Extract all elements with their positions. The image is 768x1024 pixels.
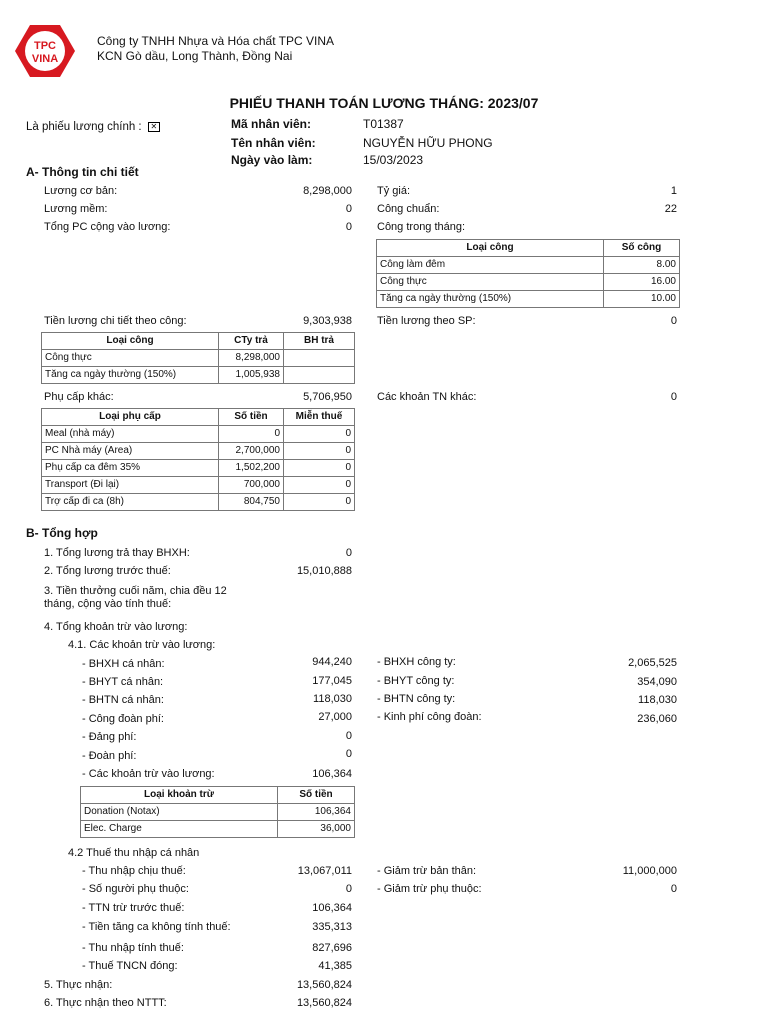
- deduction-label: - Đảng phí:: [82, 731, 137, 743]
- table-header: CTy trả: [219, 333, 284, 350]
- tax-label: - TTN trừ trước thuế:: [82, 902, 185, 914]
- net-pay-nttt-value: 13,560,824: [296, 997, 352, 1009]
- other-income-value: 0: [670, 391, 677, 403]
- table-row: [81, 804, 355, 821]
- deduction-value: 0: [345, 748, 352, 760]
- table-row: [377, 257, 680, 274]
- table-cell: 8.00: [604, 257, 680, 274]
- deduction-label: - BHYT cá nhân:: [82, 676, 164, 688]
- tax-value: 13,067,011: [297, 865, 352, 877]
- company-contribution-label: - BHYT công ty:: [377, 675, 455, 687]
- main-slip-checkbox[interactable]: ✕: [148, 122, 160, 132]
- table-row: [42, 443, 355, 460]
- deduction-value: 0: [345, 730, 352, 742]
- total-allowance-label: Tổng PC cộng vào lương:: [44, 221, 171, 233]
- tax-relief-label: - Giảm trừ bản thân:: [377, 865, 477, 877]
- table-header: Loại công: [377, 240, 604, 257]
- other-income-label: Các khoản TN khác:: [377, 391, 477, 403]
- detail-salary-table: [41, 332, 355, 384]
- table-header-row: [377, 240, 680, 257]
- table-cell: Meal (nhà máy): [42, 426, 219, 443]
- table-cell: 10.00: [604, 291, 680, 308]
- company-name: Công ty TNHH Nhựa và Hóa chất TPC VINA: [97, 34, 335, 48]
- table-cell: Donation (Notax): [81, 804, 278, 821]
- item4-label: 4. Tổng khoản trừ vào lương:: [44, 621, 188, 633]
- table-cell: 1,502,200: [219, 460, 284, 477]
- deduction-label: - Công đoàn phí:: [82, 713, 164, 725]
- start-date: 15/03/2023: [363, 153, 424, 167]
- table-row: [42, 460, 355, 477]
- deduction-value: 106,364: [312, 768, 352, 780]
- company-contribution-value: 118,030: [638, 694, 677, 706]
- main-slip-row: [26, 121, 160, 133]
- table-cell: 0: [284, 494, 355, 511]
- table-cell: Công làm đêm: [377, 257, 604, 274]
- table-cell: 1,005,938: [219, 367, 284, 384]
- table-cell: 0: [284, 477, 355, 494]
- table-cell: Tăng ca ngày thường (150%): [42, 367, 219, 384]
- tax-relief-value: 11,000,000: [622, 865, 677, 877]
- net-pay-label: 5. Thực nhận:: [44, 979, 113, 991]
- tax-value: 41,385: [318, 960, 352, 972]
- item3-label-line1: 3. Tiền thưởng cuối năm, chia đều 12: [44, 585, 227, 597]
- table-row: [42, 494, 355, 511]
- deduction-label: - BHTN cá nhân:: [82, 694, 164, 706]
- company-contribution-value: 354,090: [637, 676, 677, 688]
- company-address: KCN Gò dầu, Long Thành, Đồng Nai: [97, 49, 293, 63]
- logo-text-top: TPC: [34, 40, 56, 52]
- table-header-row: [42, 409, 355, 426]
- deduction-value: 118,030: [313, 693, 352, 705]
- table-header-row: [42, 333, 355, 350]
- item42-label: 4.2 Thuế thu nhập cá nhân: [68, 847, 200, 859]
- company-contribution-value: 2,065,525: [628, 657, 677, 669]
- base-salary-label: Lương cơ bản:: [44, 185, 118, 197]
- table-header: Số công: [604, 240, 680, 257]
- table-cell: 106,364: [278, 804, 355, 821]
- start-date-label: Ngày vào làm:: [231, 153, 313, 167]
- table-cell: 0: [284, 443, 355, 460]
- company-logo: [14, 24, 76, 78]
- net-pay-nttt-label: 6. Thực nhận theo NTTT:: [44, 997, 167, 1009]
- table-header: Loại khoản trừ: [81, 787, 278, 804]
- deduction-value: 177,045: [312, 675, 352, 687]
- tax-label: - Tiền tăng ca không tính thuế:: [82, 921, 231, 933]
- tax-label: - Thuế TNCN đóng:: [82, 960, 178, 972]
- deduction-table: [80, 786, 355, 838]
- detail-salary-value: 9,303,938: [303, 315, 352, 327]
- table-cell: Trợ cấp đi ca (8h): [42, 494, 219, 511]
- allowance-table: [41, 408, 355, 511]
- table-cell: 0: [219, 426, 284, 443]
- table-row: [377, 291, 680, 308]
- logo-text-bottom: VINA: [31, 53, 59, 65]
- table-row: [377, 274, 680, 291]
- item3-label-line2: tháng, cộng vào tính thuế:: [44, 598, 172, 610]
- tax-label: - Thu nhập tính thuế:: [82, 942, 184, 954]
- exchange-rate-label: Tỷ giá:: [377, 185, 411, 197]
- table-cell: 2,700,000: [219, 443, 284, 460]
- table-cell: 8,298,000: [219, 350, 284, 367]
- table-cell: [284, 350, 355, 367]
- table-cell: Elec. Charge: [81, 821, 278, 838]
- company-contribution-label: - BHTN công ty:: [377, 693, 456, 705]
- table-cell: 16.00: [604, 274, 680, 291]
- product-salary-value: 0: [670, 315, 677, 327]
- employee-name: NGUYỄN HỮU PHONG: [363, 136, 493, 150]
- base-salary-value: 8,298,000: [303, 185, 352, 197]
- page-title: PHIẾU THANH TOÁN LƯƠNG THÁNG: 2023/07: [229, 95, 539, 111]
- company-contribution-label: - BHXH công ty:: [377, 656, 456, 668]
- product-salary-label: Tiền lương theo SP:: [377, 315, 476, 327]
- section-b-title: B- Tổng hợp: [26, 526, 98, 540]
- deduction-value: 27,000: [318, 711, 352, 723]
- workdays-label: Công trong tháng:: [377, 221, 466, 233]
- item2-label: 2. Tổng lương trước thuế:: [44, 565, 171, 577]
- item41-label: 4.1. Các khoản trừ vào lương:: [68, 639, 216, 651]
- table-row: [81, 821, 355, 838]
- item1-value: 0: [345, 547, 352, 559]
- table-cell: [284, 367, 355, 384]
- tax-label: - Số người phụ thuộc:: [82, 883, 189, 895]
- table-header: Số tiền: [278, 787, 355, 804]
- employee-id-label: Mã nhân viên:: [231, 117, 312, 131]
- table-header: Số tiền: [219, 409, 284, 426]
- exchange-rate-value: 1: [670, 185, 677, 197]
- table-header-row: [81, 787, 355, 804]
- table-cell: Tăng ca ngày thường (150%): [377, 291, 604, 308]
- table-header: Loại công: [42, 333, 219, 350]
- table-header: Loại phụ cấp: [42, 409, 219, 426]
- tax-value: 106,364: [312, 902, 352, 914]
- soft-salary-label: Lương mềm:: [44, 203, 108, 215]
- tax-relief-label: - Giảm trừ phụ thuộc:: [377, 883, 482, 895]
- company-contribution-label: - Kinh phí công đoàn:: [377, 711, 482, 723]
- tax-label: - Thu nhập chịu thuế:: [82, 865, 186, 877]
- tax-relief-value: 0: [670, 883, 677, 895]
- deduction-value: 944,240: [312, 656, 352, 668]
- table-cell: 36,000: [278, 821, 355, 838]
- table-row: [42, 350, 355, 367]
- table-cell: Công thực: [377, 274, 604, 291]
- table-cell: PC Nhà máy (Area): [42, 443, 219, 460]
- table-cell: 700,000: [219, 477, 284, 494]
- table-row: [42, 367, 355, 384]
- table-cell: Transport (Đi lại): [42, 477, 219, 494]
- tax-value: 335,313: [312, 921, 352, 933]
- main-slip-label: Là phiếu lương chính :: [26, 121, 142, 133]
- detail-salary-label: Tiền lương chi tiết theo công:: [44, 315, 187, 327]
- table-cell: Công thực: [42, 350, 219, 367]
- standard-days-label: Công chuẩn:: [377, 203, 440, 215]
- company-contribution-value: 236,060: [637, 713, 677, 725]
- table-header: Miễn thuế: [284, 409, 355, 426]
- deduction-label: - BHXH cá nhân:: [82, 658, 165, 670]
- total-allowance-value: 0: [345, 221, 352, 233]
- net-pay-value: 13,560,824: [296, 979, 352, 991]
- tax-value: 827,696: [312, 942, 352, 954]
- other-allowance-label: Phụ cấp khác:: [44, 391, 114, 403]
- other-allowance-value: 5,706,950: [303, 391, 352, 403]
- item1-label: 1. Tổng lương trả thay BHXH:: [44, 547, 190, 559]
- table-row: [42, 426, 355, 443]
- tax-value: 0: [345, 883, 352, 895]
- logo-emblem: [14, 24, 76, 78]
- standard-days-value: 22: [664, 203, 677, 215]
- table-cell: 0: [284, 460, 355, 477]
- deduction-label: - Đoàn phí:: [82, 750, 137, 762]
- table-row: [42, 477, 355, 494]
- workdays-table: [376, 239, 680, 308]
- table-header: BH trả: [284, 333, 355, 350]
- soft-salary-value: 0: [345, 203, 352, 215]
- table-cell: 804,750: [219, 494, 284, 511]
- employee-name-label: Tên nhân viên:: [231, 136, 316, 150]
- section-a-title: A- Thông tin chi tiết: [26, 165, 139, 179]
- deduction-label: - Các khoản trừ vào lương:: [82, 768, 215, 780]
- item2-value: 15,010,888: [296, 565, 352, 577]
- table-cell: 0: [284, 426, 355, 443]
- employee-id: T01387: [363, 117, 404, 131]
- table-cell: Phụ cấp ca đêm 35%: [42, 460, 219, 477]
